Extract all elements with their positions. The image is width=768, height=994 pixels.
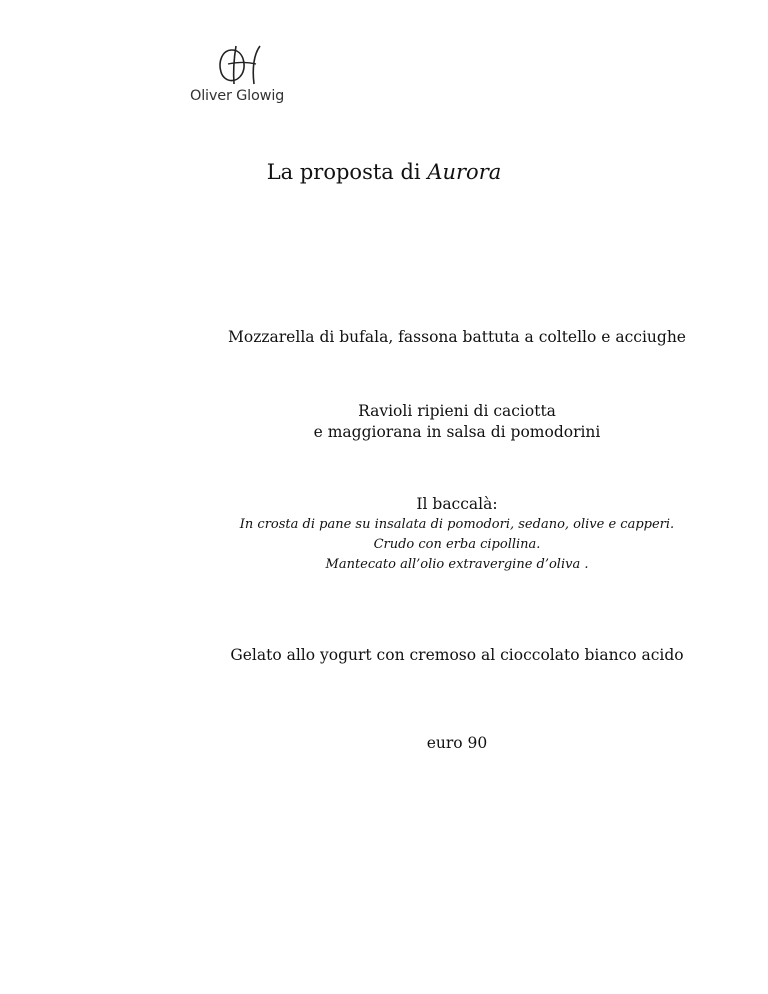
course-baccala-line-2: Crudo con erba cipollina. bbox=[373, 537, 541, 552]
course-antipasto: Mozzarella di bufala, fassona battuta a coltello e acciughe bbox=[228, 328, 686, 346]
logo-name: Oliver Glowig bbox=[190, 88, 285, 104]
course-dessert: Gelato allo yogurt con cremoso al cioccolato bianco acido bbox=[230, 646, 684, 664]
course-baccala-heading: Il baccalà: bbox=[416, 495, 498, 513]
logo bbox=[190, 44, 300, 110]
menu-title bbox=[0, 160, 768, 184]
menu-title-prefix: La proposta di bbox=[266, 160, 421, 184]
course-baccala-line-1: In crosta di pane su insalata di pomodori, sedano, olive e capperi. bbox=[239, 517, 675, 532]
menu-title-name: Aurora bbox=[427, 160, 502, 184]
course-primo-line-1: Ravioli ripieni di caciotta bbox=[358, 402, 556, 420]
course-baccala-line-3: Mantecato all’olio extravergine d’oliva . bbox=[325, 557, 589, 572]
menu-price: euro 90 bbox=[426, 734, 488, 752]
course-primo-line-2: e maggiorana in salsa di pomodorini bbox=[313, 423, 601, 441]
oh-monogram-icon bbox=[216, 44, 270, 88]
